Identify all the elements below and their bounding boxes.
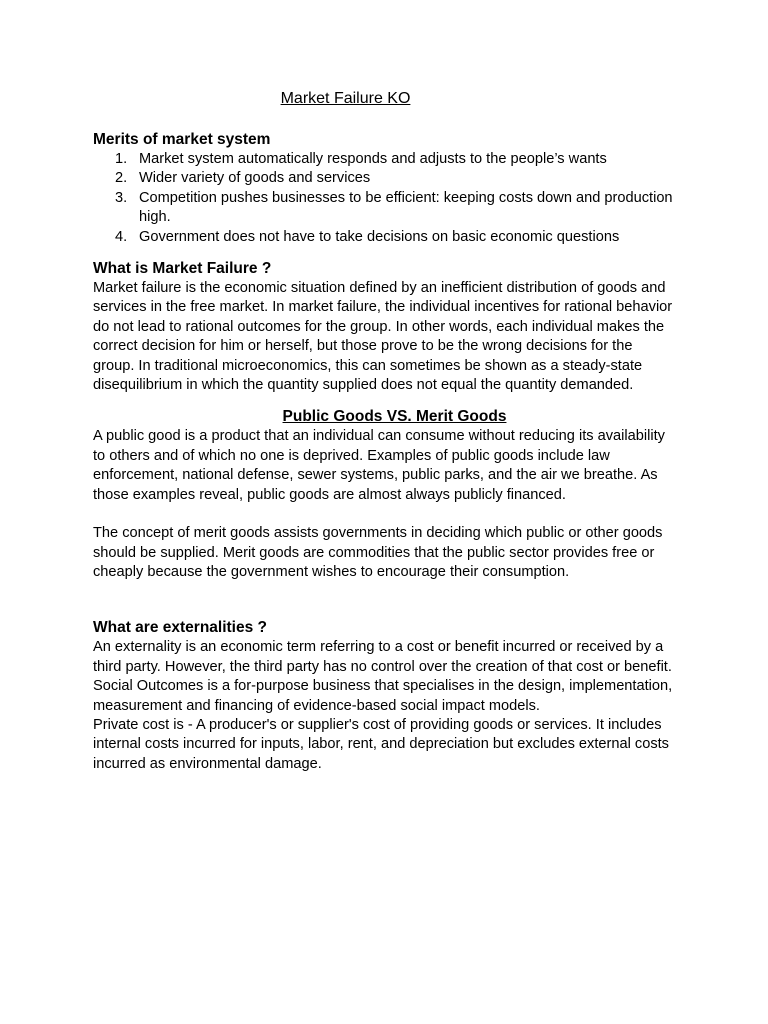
list-item-number: 2. xyxy=(115,170,128,187)
social-outcomes-paragraph: Social Outcomes is a for-purpose business that specialises in the design, implementation, measurement and financing of evidence-based social impact models. xyxy=(93,678,673,714)
spacer xyxy=(93,505,676,524)
list-item xyxy=(93,150,676,169)
list-item-text: Market system automatically responds and adjusts to the people’s wants xyxy=(139,151,607,167)
list-item xyxy=(93,189,676,228)
public-merit-heading xyxy=(103,407,686,427)
document-title xyxy=(54,88,637,110)
market-failure-heading: What is Market Failure ? xyxy=(93,260,272,278)
merits-list xyxy=(93,150,676,247)
merit-goods-paragraph: The concept of merit goods assists governments in deciding which public or other goods should be supplied. Merit goods are commodities that the public sector provides free or cheaply because the government wishes to encourage their consumption. xyxy=(93,525,663,580)
list-item-number: 3. xyxy=(115,189,128,206)
list-item-text: Wider variety of goods and services xyxy=(139,170,371,187)
list-item-number: 1. xyxy=(115,151,128,167)
document-title-text: Market Failure KO xyxy=(280,90,411,107)
public-merit-heading-text: Public Goods VS. Merit Goods xyxy=(282,408,507,426)
spacer xyxy=(93,582,676,618)
externality-paragraph: An externality is an economic term referring to a cost or benefit incurred or received by a third party. However, the third party has no control over the creation of that cost or benefit. xyxy=(93,639,672,675)
list-item-number: 4. xyxy=(115,228,128,245)
list-item-text: Competition pushes businesses to be efficient: keeping costs down and production high. xyxy=(139,189,673,226)
list-item-text: Government does not have to take decisions on basic economic questions xyxy=(139,228,620,245)
market-failure-paragraph: Market failure is the economic situation defined by an inefficient distribution of goods and services in the free market. In market failure, the individual incentives for rational behavior do not lead to rational outcomes for the group. In other words, each individual makes the correct decision for him or herself, but those prove to be the wrong decisions for the group. In traditional microeconomics, this can sometimes be shown as a steady-state disequilibrium in which the quantity supplied does not equal the quantity demanded. xyxy=(93,280,673,394)
merits-heading: Merits of market system xyxy=(93,131,271,148)
externalities-heading: What are externalities ? xyxy=(93,619,268,637)
spacer xyxy=(93,395,676,407)
private-cost-paragraph: Private cost is - A producer's or supplier's cost of providing goods or services. It includes internal costs incurred for inputs, labor, rent, and depreciation but excludes external costs incurred as environmental damage. xyxy=(93,716,669,772)
public-goods-paragraph: A public good is a product that an individual can consume without reducing its availability to others and of which no one is deprived. Examples of public goods include law enforcement, national defense, sewer systems, public parks, and the air we breathe. As those examples reveal, public goods are almost always publicly financed. xyxy=(93,428,665,503)
list-item xyxy=(93,169,676,188)
list-item xyxy=(93,228,676,247)
spacer xyxy=(93,247,676,259)
